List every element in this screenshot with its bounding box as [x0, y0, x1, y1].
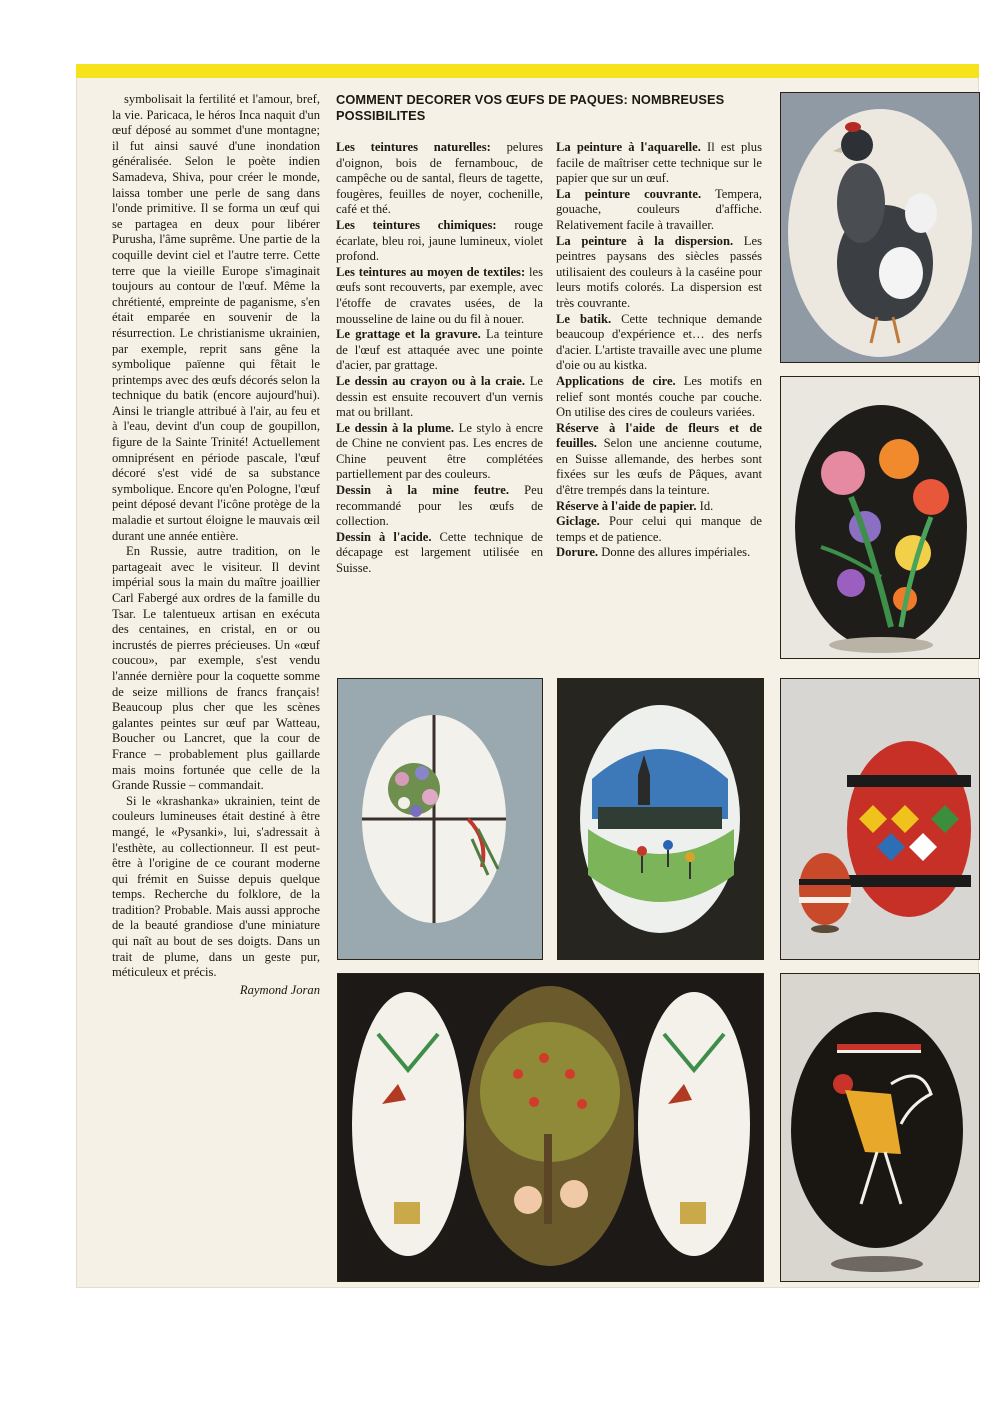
- technique-term: La peinture à la dispersion.: [556, 233, 734, 248]
- technique-entry: [556, 499, 762, 515]
- technique-description: Il est plus facile de maîtriser cette technique sur le papier que sur un œuf.: [556, 140, 762, 186]
- technique-description: Le stylo à encre de Chine ne convient pas. Les encres de Chine peuvent être complétées partiellement par des couleurs.: [336, 420, 543, 482]
- technique-entry: [336, 218, 543, 265]
- technique-term: Les teintures au moyen de textiles:: [336, 264, 526, 279]
- technique-description: Id.: [696, 498, 714, 513]
- technique-entry: [556, 140, 762, 187]
- technique-entry: [556, 545, 762, 561]
- technique-term: La peinture à l'aquarelle.: [556, 140, 701, 154]
- technique-entry: [556, 187, 762, 234]
- technique-term: Réserve à l'aide de fleurs et de feuilles.: [556, 420, 762, 451]
- technique-description: Selon une ancienne coutume, en Suisse allemande, des herbes sont fixées sur les œufs de Pâques, avant d'être trempés dans la teinture.: [556, 436, 762, 498]
- technique-term: Réserve à l'aide de papier.: [556, 498, 697, 513]
- technique-term: Dessin à l'acide.: [336, 529, 432, 544]
- article-paragraph: Si le «krashanka» ukrainien, teint de couleurs lumineuses était destiné à être mangé, le «Pysanki», lui, s'adressait à l'esthète, au collectionneur. Il est peut-être à l'origine de ce courant moderne qui frémit en Suisse depuis quelque temps. Recherche du folklore, de la tradition? Probable. Mais aussi approche de la beauté grandiose d'une miniature qui naît au bout de ses doigts. Dans un trait de plume, dans un geste pur, méticuleux et précis.: [112, 793, 320, 980]
- technique-term: La peinture couvrante.: [556, 186, 702, 201]
- article-paragraph: En Russie, autre tradition, on le partageait avec le visiteur. Il devint impérial sous la main du maître joaillier Carl Fabergé aux ordres de la famille du Tsar. Le talentueux artisan en exécuta des centaines, en cristal, en or ou incrustés de pierres précieuses. Un «œuf coucou», par exemple, s'est vendu l'année dernière pour la coquette somme de seize millions de francs français! Beaucoup plus cher que les scènes galantes peintes sur œuf par Watteau, Boucher ou Lancret, que la cour de France – probablement plus gaillarde mais moins fortunée que celle de la Grande Russie – commandait.: [112, 544, 320, 793]
- technique-term: Giclage.: [556, 514, 600, 529]
- technique-description: Pour celui qui manque de temps et de patience.: [556, 514, 762, 544]
- technique-entry: [556, 312, 762, 374]
- technique-entry: [556, 421, 762, 499]
- technique-entry: [556, 514, 762, 545]
- technique-term: Le batik.: [556, 311, 612, 326]
- technique-description: les œufs sont recouverts, par exemple, avec l'étoffe de cravates usées, de la mousseline de laine ou du fil à nouer.: [336, 264, 544, 326]
- technique-description: Peu recommandé pour les œufs de collection.: [336, 483, 543, 529]
- techniques-column-2: [556, 140, 762, 561]
- technique-entry: [336, 327, 543, 374]
- photo-floral-egg: [780, 376, 980, 659]
- photo-opened-egg-miniature: [337, 973, 764, 1282]
- technique-entry: [336, 421, 543, 483]
- technique-term: Le dessin au crayon ou à la craie.: [336, 373, 526, 388]
- technique-entry: [336, 140, 543, 218]
- photo-rooster-egg: [780, 973, 980, 1282]
- technique-entry: [336, 265, 543, 327]
- technique-description: Tempera, gouache, couleurs d'affiche. Relativement facile à travailler.: [556, 186, 762, 232]
- technique-entry: [556, 234, 762, 312]
- technique-description: pelures d'oignon, bois de fernambouc, de campêche ou de santal, fleurs de tagette, fougères, feuilles de noyer, cochenille, café et thé.: [336, 140, 543, 217]
- photo-grouse-egg: [780, 92, 980, 363]
- technique-description: Les motifs en relief sont montés couche par couche. On utilise des cires de couleurs variées.: [556, 373, 763, 420]
- technique-term: Les teintures chimiques:: [336, 217, 497, 232]
- photo-pysanky-eggs: [780, 678, 980, 960]
- technique-description: rouge écarlate, bleu roi, jaune lumineux, violet profond.: [336, 217, 543, 264]
- article-column-1: [112, 92, 320, 998]
- technique-term: Dessin à la mine feutre.: [336, 483, 510, 498]
- technique-description: Le dessin est ensuite recouvert d'un vernis mat ou brillant.: [336, 373, 543, 420]
- technique-term: Le dessin à la plume.: [336, 420, 455, 435]
- technique-description: La teinture de l'œuf est attaquée avec une pointe d'acier, par grattage.: [336, 327, 543, 373]
- technique-term: Applications de cire.: [556, 373, 676, 388]
- technique-entry: [336, 374, 543, 421]
- technique-entry: [336, 530, 543, 577]
- technique-description: Cette technique de décapage est largement utilisée en Suisse.: [336, 529, 543, 576]
- technique-description: Cette technique demande beaucoup d'expérience et… des nerfs d'acier. L'artiste travaille avec une plume d'oie ou au kistka.: [556, 311, 762, 373]
- article-paragraph: symbolisait la fertilité et l'amour, bref, la vie. Paricaca, le héros Inca naquit d'un œuf déposé au sommet d'une montagne; il fut ainsi sauvé d'une inondation généralisée. Selon le poète indien Samadeva, Shiva, pour créer le monde, laissa tomber une perle de sang dans l'onde primitive. Il se forma un œuf qui se partagea en deux pour libérer Purusha, l'âme suprême. Une partie de la coquille devint ciel et l'autre terre. Cette terre que la vieille Europe s'imaginait toujours au contour de l'œuf. Même la chrétienté, empreinte de paganisme, s'en était emparée en souvenir de la résurrection. Le christianisme ukrainien, par exemple, reprit sans gêne la symbolique païenne qui fêtait le printemps avec des œufs décorés selon la technique du batik (encore aujourd'hui). Ainsi le triangle attribué à l'air, au feu et à l'eau, devint d'un coup de goupillon, figure de la Sainte Trinité! Actuellement omniprésent en période pascale, l'œuf décoré s'est vidé de sa substance symbolique. Encore qu'en Pologne, l'œuf peint déposé devant l'icône protège de la maladie et surtout éloigne le mauvais œil durant une année entière.: [112, 92, 320, 543]
- technique-term: Les teintures naturelles:: [336, 140, 491, 154]
- section-headline: COMMENT DECORER VOS ŒUFS DE PAQUES: NOMBREUSES POSSIBILITES: [336, 92, 725, 123]
- technique-entry: [336, 483, 543, 530]
- technique-entry: [556, 374, 762, 421]
- photo-bouquet-egg: [337, 678, 543, 960]
- author-signature: Raymond Joran: [239, 982, 320, 997]
- technique-description: Donne des allures impériales.: [598, 545, 751, 560]
- photo-village-scene-egg: [557, 678, 764, 960]
- yellow-header-band: [76, 64, 979, 78]
- techniques-column-1: [336, 140, 543, 577]
- technique-description: Les peintres paysans des siècles passés utilisaient des couleurs à la caséine pour leurs motifs colorés. La dispersion est très couvrante.: [556, 233, 762, 310]
- technique-term: Le grattage et la gravure.: [336, 327, 481, 342]
- technique-term: Dorure.: [556, 545, 599, 560]
